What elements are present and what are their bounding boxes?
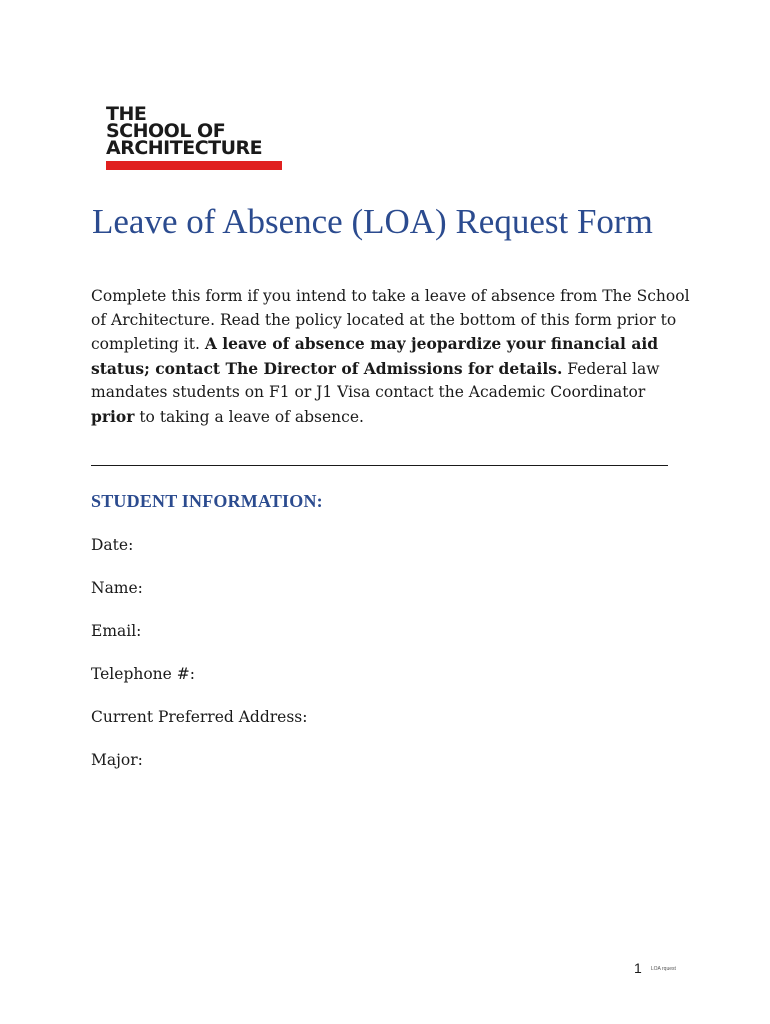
field-label-email: Email: <box>91 622 142 640</box>
intro-text-1: Complete this form if you intend to take a leave of absence from The School of Architecture. Read the policy located at the bottom of this form prior to completing it. <box>91 287 690 353</box>
footer-tag: LOA rquest <box>650 965 676 972</box>
field-label-name: Name: <box>91 579 143 597</box>
page-footer <box>634 958 676 977</box>
school-logo <box>106 103 344 170</box>
student-information-heading: STUDENT INFORMATION: <box>91 491 323 511</box>
field-label-major: Major: <box>91 751 143 769</box>
section-divider <box>91 465 668 466</box>
form-title: Leave of Absence (LOA) Request Form <box>92 202 653 241</box>
intro-paragraph <box>91 285 691 429</box>
field-label-address: Current Preferred Address: <box>91 708 308 726</box>
field-label-telephone: Telephone #: <box>91 665 195 683</box>
intro-financial-aid-warning: A leave of absence may jeopardize your financial aid status; contact The Director of Admissions for details. <box>91 334 659 378</box>
logo-line-2: SCHOOL OF <box>106 120 226 142</box>
intro-text-2: Federal law mandates students on F1 or J1 Visa contact the Academic Coordinator <box>91 359 660 401</box>
logo-red-bar <box>106 161 282 170</box>
student-info-fields <box>91 534 308 792</box>
logo-line-3: ARCHITECTURE <box>106 137 263 159</box>
logo-line-1: THE <box>106 103 147 125</box>
field-label-date: Date: <box>91 536 134 554</box>
page-number: 1 <box>634 960 642 976</box>
intro-text-3: to taking a leave of absence. <box>134 407 364 426</box>
intro-prior-emphasis: prior <box>91 406 135 426</box>
